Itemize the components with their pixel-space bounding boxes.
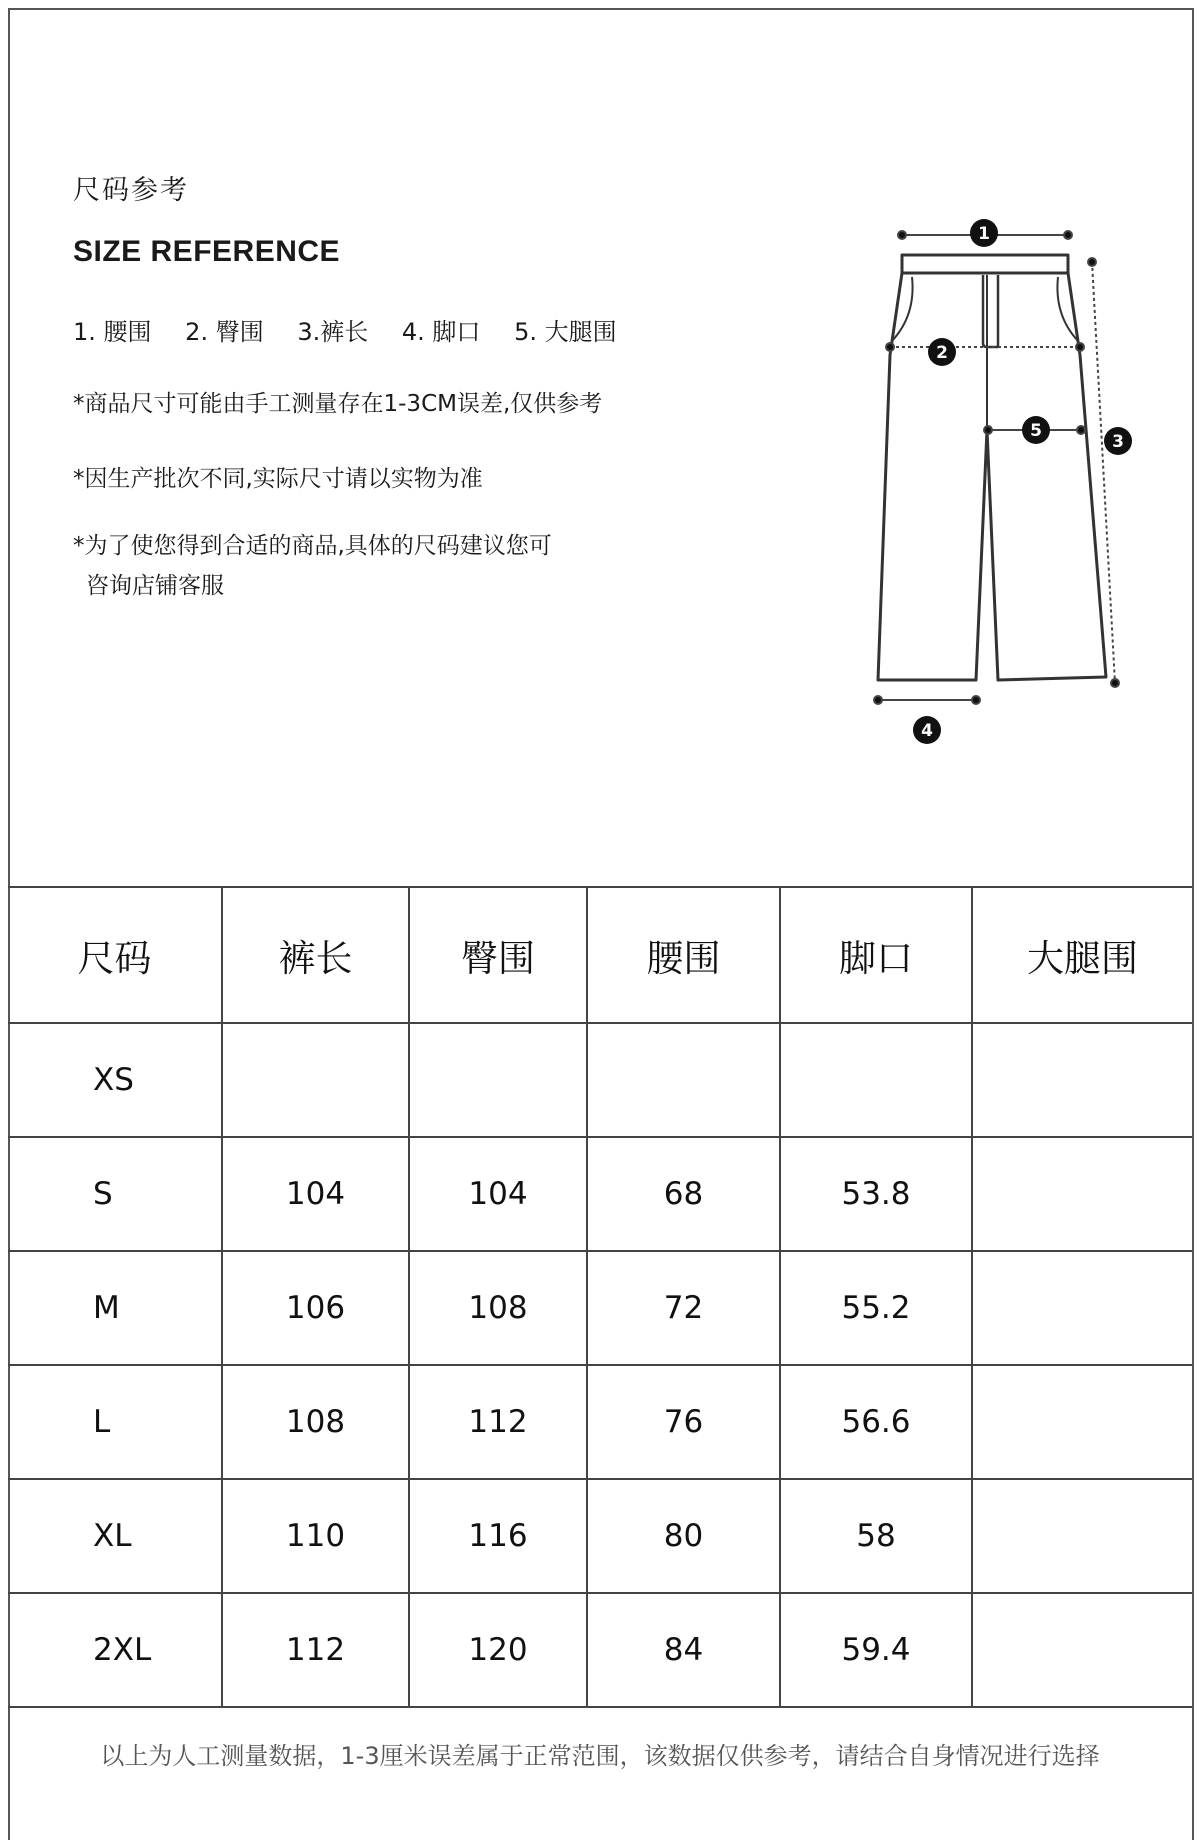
cell-waist: 76 — [587, 1365, 780, 1479]
table-row — [8, 1479, 1192, 1593]
cell-waist: 80 — [587, 1479, 780, 1593]
title-english: SIZE REFERENCE — [73, 235, 341, 268]
cell-size: S — [8, 1137, 222, 1251]
cell-hip: 116 — [409, 1479, 587, 1593]
hem-point-right — [972, 696, 980, 704]
cell-thigh — [972, 1479, 1192, 1593]
cell-hem — [780, 1023, 972, 1137]
table-header-row — [8, 887, 1192, 1023]
cell-length: 108 — [222, 1365, 409, 1479]
badge-2-label: 2 — [936, 343, 948, 363]
badge-4-label: 4 — [921, 721, 933, 741]
table-row — [8, 1023, 1192, 1137]
hip-point-left — [886, 343, 894, 351]
right-pocket — [1057, 277, 1078, 341]
table-row — [8, 1137, 1192, 1251]
cell-thigh — [972, 1593, 1192, 1707]
legend-item-hem: 4. 脚口 — [401, 318, 481, 346]
legend-item-hip: 2. 臀围 — [185, 318, 264, 346]
cell-size: L — [8, 1365, 222, 1479]
note-advice-line1: *为了使您得到合适的商品,具体的尺码建议您可 — [73, 533, 552, 559]
cell-length: 104 — [222, 1137, 409, 1251]
cell-length: 106 — [222, 1251, 409, 1365]
waist-point-left — [898, 231, 906, 239]
cell-hip: 108 — [409, 1251, 587, 1365]
cell-hem: 59.4 — [780, 1593, 972, 1707]
cell-hip: 104 — [409, 1137, 587, 1251]
cell-waist: 84 — [587, 1593, 780, 1707]
cell-size: M — [8, 1251, 222, 1365]
header-size: 尺码 — [8, 887, 222, 1023]
cell-hip: 112 — [409, 1365, 587, 1479]
header-thigh: 大腿围 — [972, 887, 1192, 1023]
header-waist: 腰围 — [587, 887, 780, 1023]
length-measure-line — [1092, 262, 1115, 683]
badge-3-label: 3 — [1112, 432, 1124, 452]
table-row — [8, 1365, 1192, 1479]
pants-measurement-diagram — [850, 205, 1150, 760]
table-row — [8, 1593, 1192, 1707]
cell-thigh — [972, 1251, 1192, 1365]
length-point-top — [1088, 258, 1096, 266]
hem-point-left — [874, 696, 882, 704]
cell-waist: 72 — [587, 1251, 780, 1365]
badge-5-label: 5 — [1030, 421, 1042, 441]
size-table — [8, 886, 1192, 1708]
cell-thigh — [972, 1137, 1192, 1251]
thigh-point-right — [1077, 426, 1085, 434]
cell-thigh — [972, 1365, 1192, 1479]
header-hem: 脚口 — [780, 887, 972, 1023]
badge-1-label: 1 — [978, 224, 990, 244]
cell-thigh — [972, 1023, 1192, 1137]
table-row — [8, 1251, 1192, 1365]
cell-hem: 58 — [780, 1479, 972, 1593]
cell-waist: 68 — [587, 1137, 780, 1251]
waist-point-right — [1064, 231, 1072, 239]
cell-size: XS — [8, 1023, 222, 1137]
waistband-outline — [902, 255, 1068, 273]
header-hip: 臀围 — [409, 887, 587, 1023]
thigh-point-left — [984, 426, 992, 434]
cell-hip — [409, 1023, 587, 1137]
header-length: 裤长 — [222, 887, 409, 1023]
left-pocket — [892, 277, 913, 341]
cell-size: XL — [8, 1479, 222, 1593]
cell-length — [222, 1023, 409, 1137]
fly-outline — [983, 275, 998, 347]
cell-hip: 120 — [409, 1593, 587, 1707]
cell-length: 112 — [222, 1593, 409, 1707]
title-chinese: 尺码参考 — [73, 175, 189, 206]
note-advice-line2: 咨询店铺客服 — [86, 573, 224, 599]
cell-hem: 56.6 — [780, 1365, 972, 1479]
cell-length: 110 — [222, 1479, 409, 1593]
footer-disclaimer: 以上为人工测量数据，1-3厘米误差属于正常范围，该数据仅供参考，请结合自身情况进行选择 — [100, 1742, 1100, 1770]
note-batch-difference: *因生产批次不同,实际尺寸请以实物为准 — [73, 466, 483, 492]
cell-hem: 55.2 — [780, 1251, 972, 1365]
legend-item-waist: 1. 腰围 — [73, 318, 152, 346]
cell-size: 2XL — [8, 1593, 222, 1707]
length-point-bottom — [1111, 679, 1119, 687]
note-measurement-error: *商品尺寸可能由手工测量存在1-3CM误差,仅供参考 — [73, 391, 603, 417]
hip-point-right — [1076, 343, 1084, 351]
cell-waist — [587, 1023, 780, 1137]
measurement-legend — [73, 312, 643, 347]
cell-hem: 53.8 — [780, 1137, 972, 1251]
legend-item-thigh: 5. 大腿围 — [514, 318, 617, 346]
legend-item-length: 3.裤长 — [297, 318, 369, 346]
